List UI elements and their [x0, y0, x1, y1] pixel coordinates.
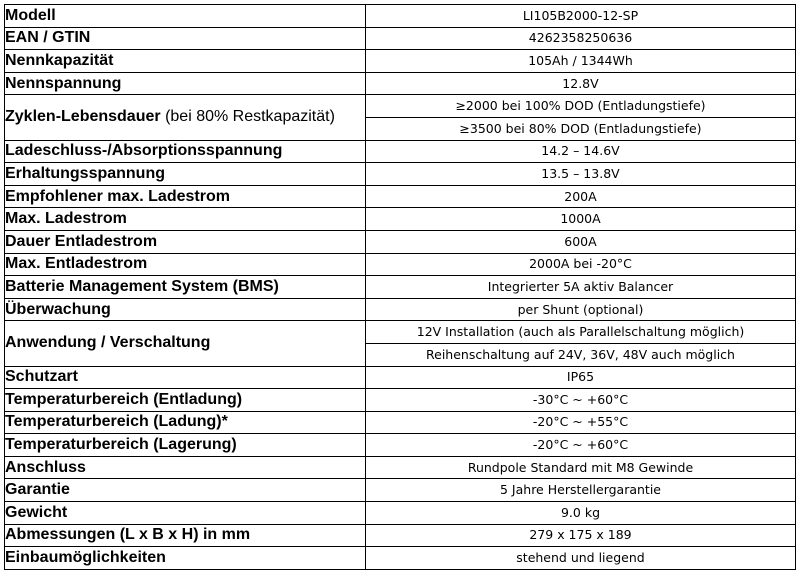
row-label: Schutzart — [5, 366, 366, 389]
row-value: -30°C ~ +60°C — [366, 389, 796, 412]
row-value: -20°C ~ +60°C — [366, 434, 796, 457]
table-row — [5, 411, 796, 434]
table-row — [5, 479, 796, 502]
table-row — [5, 163, 796, 186]
row-value: 12.8V — [366, 72, 796, 95]
row-value: 2000A bei -20°C — [366, 253, 796, 276]
row-value: 200A — [366, 185, 796, 208]
row-value: 600A — [366, 230, 796, 253]
row-label: Anwendung / Verschaltung — [5, 321, 366, 366]
table-row — [5, 95, 796, 118]
row-label: Max. Ladestrom — [5, 208, 366, 231]
table-row — [5, 230, 796, 253]
row-label: Garantie — [5, 479, 366, 502]
table-row — [5, 5, 796, 28]
row-label: Batterie Management System (BMS) — [5, 276, 366, 299]
row-label: Temperaturbereich (Ladung)* — [5, 411, 366, 434]
table-row — [5, 253, 796, 276]
row-label: Ladeschluss-/Absorptionsspannung — [5, 140, 366, 163]
row-label: Nennkapazität — [5, 50, 366, 73]
row-value: ≥2000 bei 100% DOD (Entladungstiefe) — [366, 95, 796, 118]
row-label: Einbaumöglichkeiten — [5, 547, 366, 570]
row-value: 14.2 – 14.6V — [366, 140, 796, 163]
table-row — [5, 502, 796, 525]
table-row — [5, 72, 796, 95]
row-value: LI105B2000-12-SP — [366, 5, 796, 28]
table-row — [5, 298, 796, 321]
table-row — [5, 140, 796, 163]
table-row — [5, 389, 796, 412]
table-row — [5, 185, 796, 208]
table-row — [5, 434, 796, 457]
row-value: 1000A — [366, 208, 796, 231]
row-label: Gewicht — [5, 502, 366, 525]
row-value: Rundpole Standard mit M8 Gewinde — [366, 456, 796, 479]
row-value: ≥3500 bei 80% DOD (Entladungstiefe) — [366, 117, 796, 140]
row-label: Empfohlener max. Ladestrom — [5, 185, 366, 208]
row-value: 13.5 – 13.8V — [366, 163, 796, 186]
row-value: IP65 — [366, 366, 796, 389]
row-label: Überwachung — [5, 298, 366, 321]
row-label: Anschluss — [5, 456, 366, 479]
row-label: Erhaltungsspannung — [5, 163, 366, 186]
row-label: Dauer Entladestrom — [5, 230, 366, 253]
row-value: -20°C ~ +55°C — [366, 411, 796, 434]
row-value: 12V Installation (auch als Parallelschaltung möglich) — [366, 321, 796, 344]
table-row — [5, 547, 796, 570]
row-value: 279 x 175 x 189 — [366, 524, 796, 547]
table-row — [5, 276, 796, 299]
row-value: stehend und liegend — [366, 547, 796, 570]
row-value: Reihenschaltung auf 24V, 36V, 48V auch möglich — [366, 343, 796, 366]
row-label: Max. Entladestrom — [5, 253, 366, 276]
row-label: Temperaturbereich (Lagerung) — [5, 434, 366, 457]
row-label: Nennspannung — [5, 72, 366, 95]
row-value: per Shunt (optional) — [366, 298, 796, 321]
table-row — [5, 50, 796, 73]
spec-table — [4, 4, 796, 570]
row-label: Modell — [5, 5, 366, 28]
table-row — [5, 321, 796, 344]
table-row — [5, 524, 796, 547]
row-value: Integrierter 5A aktiv Balancer — [366, 276, 796, 299]
row-label-main: Zyklen-Lebensdauer — [5, 108, 161, 126]
row-value: 9.0 kg — [366, 502, 796, 525]
table-row — [5, 208, 796, 231]
row-label — [5, 95, 366, 140]
row-label: Temperaturbereich (Entladung) — [5, 389, 366, 412]
table-row — [5, 366, 796, 389]
row-value: 4262358250636 — [366, 27, 796, 50]
row-label-note: (bei 80% Restkapazität) — [165, 108, 335, 126]
row-label: EAN / GTIN — [5, 27, 366, 50]
table-row — [5, 456, 796, 479]
row-label: Abmessungen (L x B x H) in mm — [5, 524, 366, 547]
table-row — [5, 27, 796, 50]
row-value: 5 Jahre Herstellergarantie — [366, 479, 796, 502]
row-value: 105Ah / 1344Wh — [366, 50, 796, 73]
